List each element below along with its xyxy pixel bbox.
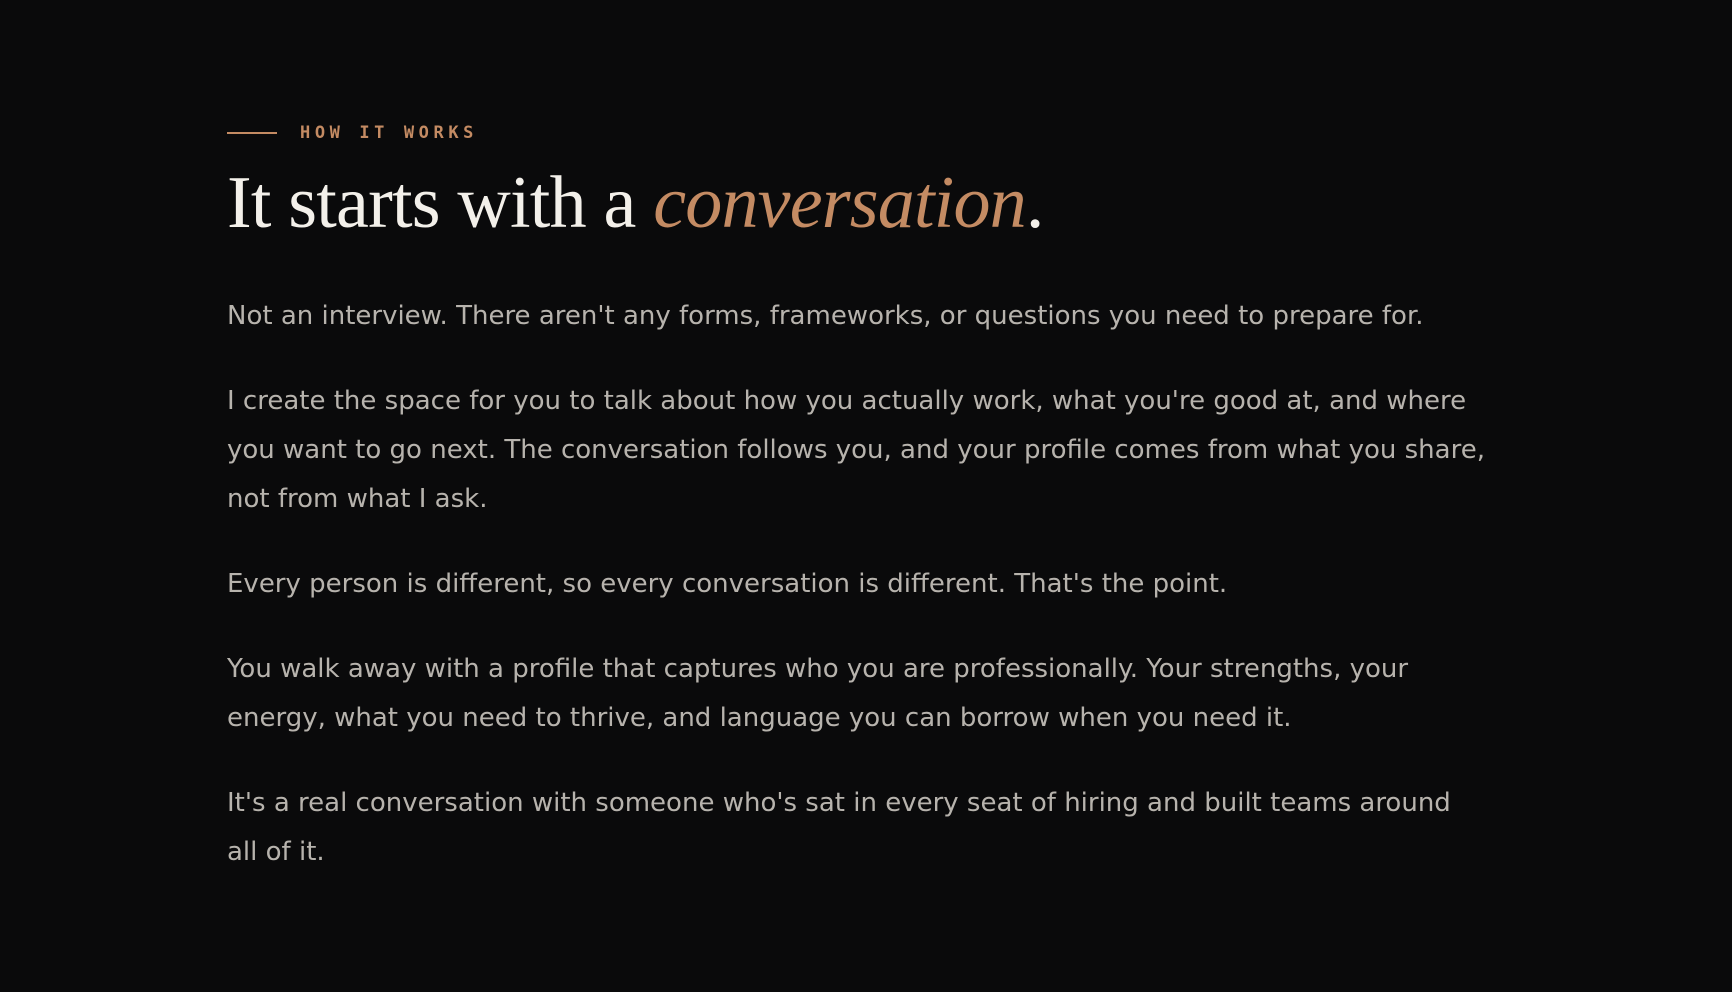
body-paragraph-5: It's a real conversation with someone who's sat in every seat of hiring and built teams around all of it. — [227, 788, 1451, 867]
section-eyebrow — [227, 118, 1527, 148]
how-it-works-section — [227, 118, 1527, 913]
body-paragraph-2: I create the space for you to talk about how you actually work, what you're good at, and where you want to go next. The conversation follows you, and your profile comes from what you share, not from what I ask. — [227, 386, 1485, 514]
headline-lead: It starts with a — [227, 162, 654, 244]
headline-accent-word: conversation — [653, 162, 1026, 244]
eyebrow-divider-line — [227, 132, 277, 134]
body-paragraph-3: Every person is different, so every conversation is different. That's the point. — [227, 569, 1228, 599]
eyebrow-label: HOW IT WORKS — [300, 123, 479, 143]
section-body — [227, 292, 1527, 877]
body-paragraph-1: Not an interview. There aren't any forms, frameworks, or questions you need to prepare for. — [227, 301, 1424, 331]
section-headline — [227, 162, 1527, 244]
body-paragraph-4: You walk away with a profile that captures who you are professionally. Your strengths, your energy, what you need to thrive, and language you can borrow when you need it. — [227, 654, 1409, 733]
headline-tail: . — [1025, 162, 1044, 244]
